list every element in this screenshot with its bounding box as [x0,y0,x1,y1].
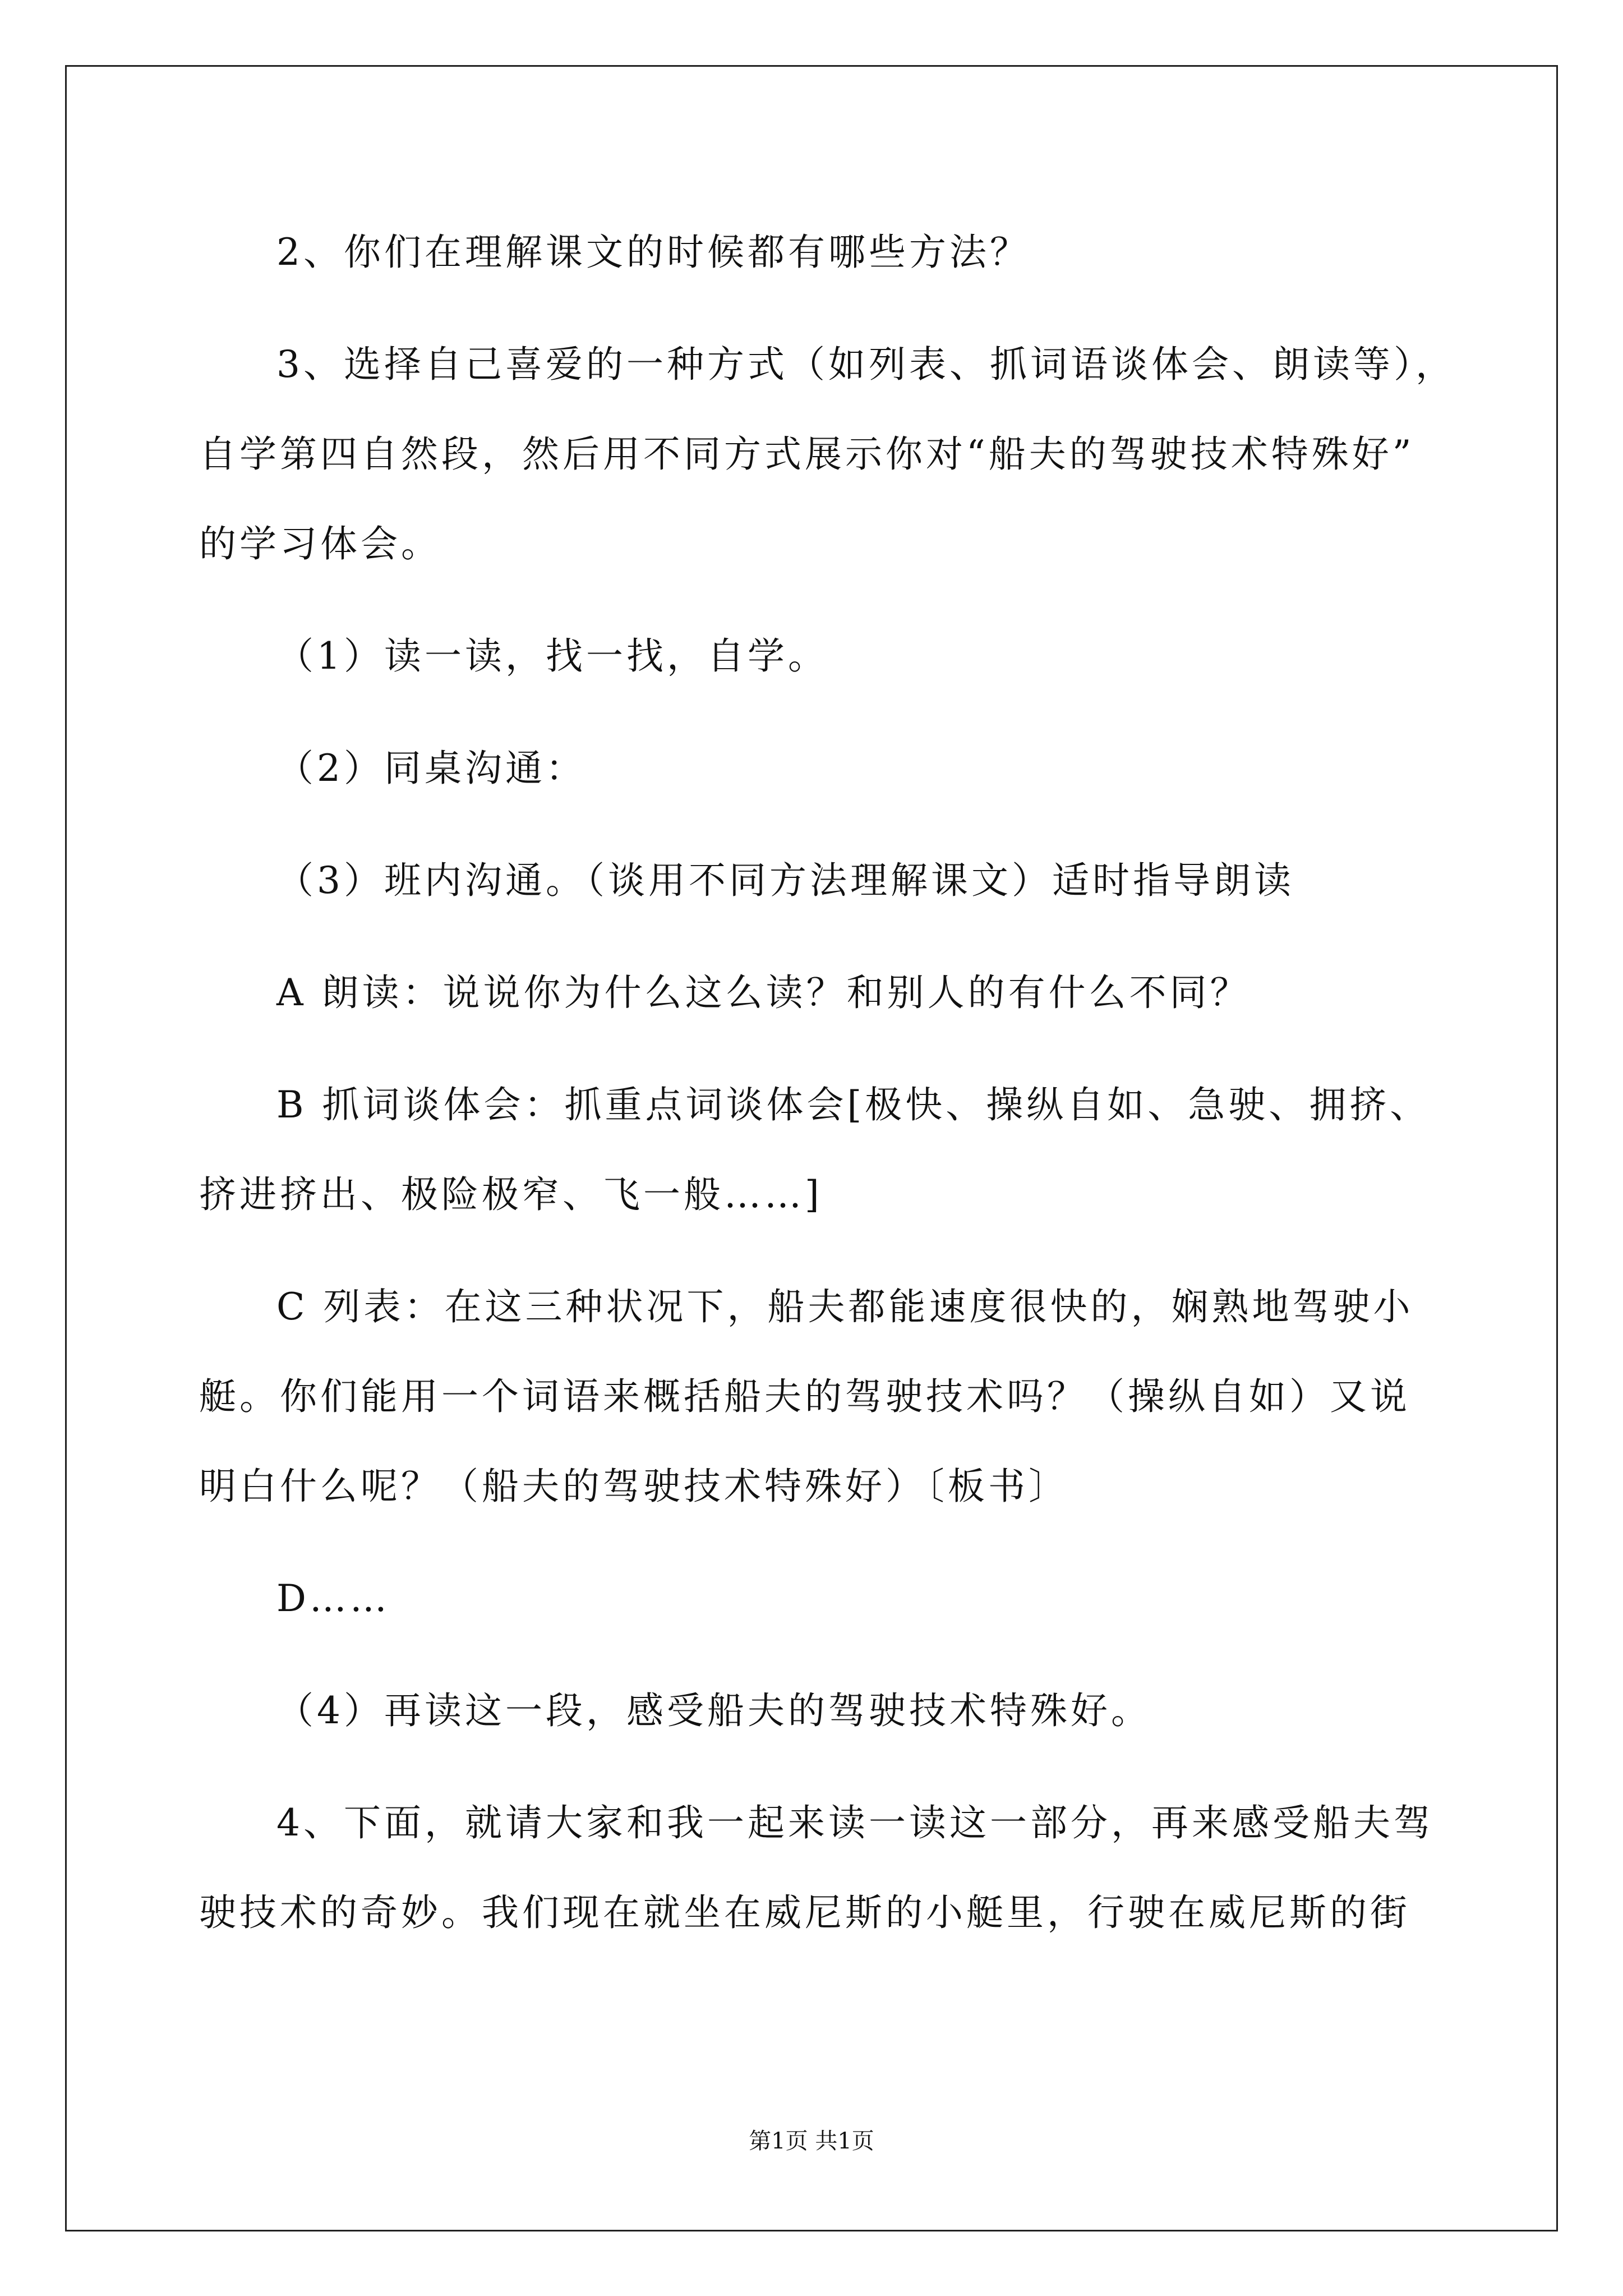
text-line-17: 驶技术的奇妙。我们现在就坐在威尼斯的小艇里，行驶在威尼斯的街 [199,1891,1410,1934]
text-line-8: A 朗读：说说你为什么这么读？和别人的有什么不同？ [276,971,1251,1014]
text-line-11: C 列表：在这三种状况下，船夫都能速度很快的，娴熟地驾驶小 [276,1285,1414,1328]
text-line-13: 明白什么呢？（船夫的驾驶技术特殊好）〔板书〕 [199,1465,1069,1508]
text-line-5: （1）读一读，找一找，自学。 [276,634,828,678]
text-line-14: D…… [276,1577,390,1620]
text-line-7: （3）班内沟通。（谈用不同方法理解课文）适时指导朗读 [276,859,1294,902]
text-line-2: 3、选择自己喜爱的一种方式（如列表、抓词语谈体会、朗读等）， [276,343,1456,386]
text-line-1: 2、你们在理解课文的时候都有哪些方法？ [276,231,1030,274]
text-line-3: 自学第四自然段，然后用不同方式展示你对“船夫的驾驶技术特殊好” [199,432,1415,476]
text-line-16: 4、下面，就请大家和我一起来读一读这一部分，再来感受船夫驾 [276,1801,1434,1844]
page-footer: 第1页 共1页 [749,2128,874,2154]
text-line-15: （4）再读这一段，感受船夫的驾驶技术特殊好。 [276,1689,1151,1732]
text-line-4: 的学习体会。 [199,522,441,565]
text-line-12: 艇。你们能用一个词语来概括船夫的驾驶技术吗？（操纵自如）又说 [199,1375,1410,1418]
text-line-10: 挤进挤出、极险极窄、飞一般……] [199,1173,823,1216]
text-line-9: B 抓词谈体会：抓重点词谈体会[极快、操纵自如、急驶、拥挤、 [276,1083,1431,1126]
text-line-6: （2）同桌沟通： [276,747,586,790]
